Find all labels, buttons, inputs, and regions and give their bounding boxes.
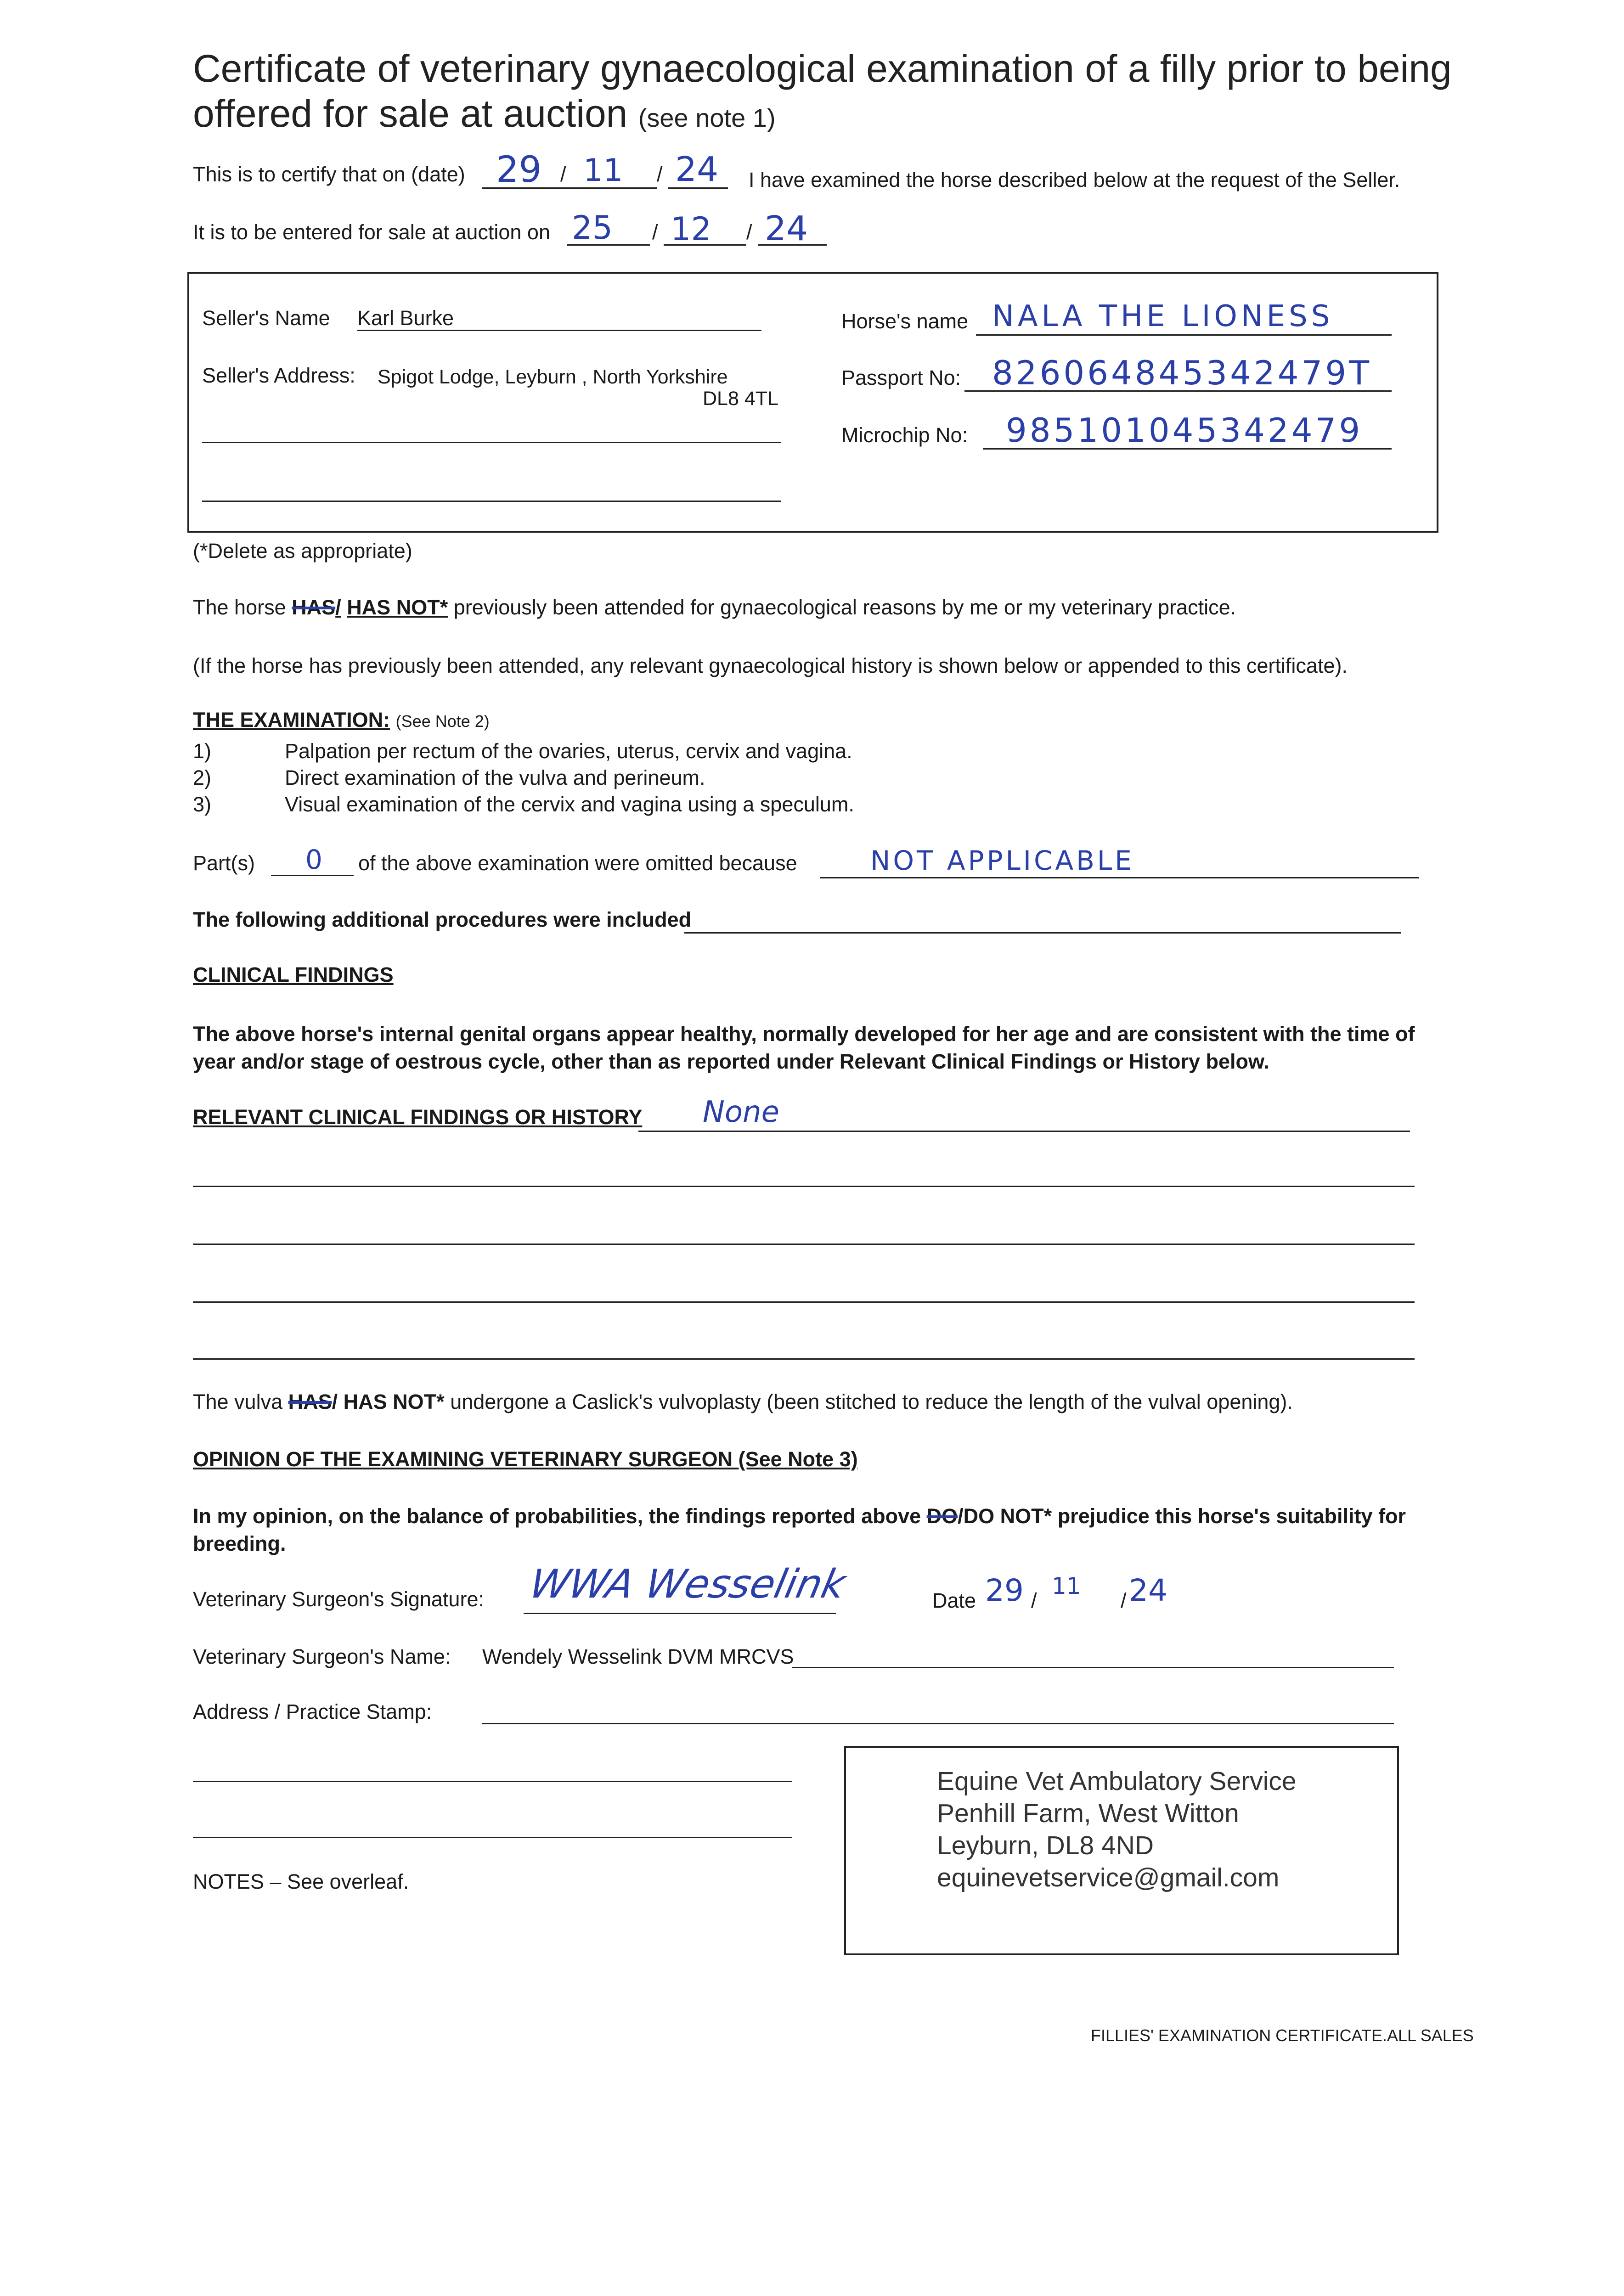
passport-label: Passport No: (841, 366, 961, 389)
surgeon-name: Wendely Wesselink DVM MRCVS (482, 1645, 794, 1668)
history-note: (If the horse has previously been attended, any relevant gynaecological history is shown below or appended to this certificate). (193, 654, 1348, 677)
passport-number: 826064845342479T (992, 354, 1372, 392)
certify-suffix: I have examined the horse described below at the request of the Seller. (749, 168, 1400, 191)
attended-line: The horse HAS/ HAS NOT* previously been attended for gynaecological reasons by me or my veterinary practice. (193, 596, 1236, 619)
date-label: Date (932, 1589, 976, 1612)
horse-name: NALA THE LIONESS (992, 299, 1334, 333)
seller-address: Spigot Lodge, Leyburn , North Yorkshire (378, 366, 728, 388)
seller-postcode: DL8 4TL (703, 388, 778, 410)
additional-label: The following additional procedures were included (193, 908, 692, 931)
date-month: 11 (1052, 1573, 1081, 1599)
exam-item-num: 3) (193, 793, 212, 816)
title-main: Certificate of veterinary gynaecological examination of a filly prior to being offered for sale at auction (193, 47, 1452, 135)
surgeon-name-label: Veterinary Surgeon's Name: (193, 1645, 451, 1668)
delete-note: (*Delete as appropriate) (193, 539, 412, 563)
opinion-statement: In my opinion, on the balance of probabilities, the findings reported above DO/DO NOT* prejudice this horse's suitability for breeding. (193, 1504, 1406, 1555)
parts-suffix: of the above examination were omitted because (358, 851, 797, 875)
address-label: Address / Practice Stamp: (193, 1700, 432, 1723)
clinical-statement: The above horse's internal genital organs appear healthy, normally developed for her age and are consistent with the time of year and/or stage of oestrous cycle, other than as reported under Relevant Clinical Findings or History below. (193, 1022, 1415, 1073)
surgeon-signature: WWA Wesselink (525, 1561, 850, 1607)
vulva-line: The vulva HAS/ HAS NOT* undergone a Caslick's vulvoplasty (been stitched to reduce the length of the vulval opening). (193, 1390, 1293, 1413)
seller-name: Karl Burke (357, 306, 454, 330)
auction-prefix: It is to be entered for sale at auction on (193, 220, 550, 244)
page-title (193, 46, 1479, 141)
parts-prefix: Part(s) (193, 851, 255, 875)
exam-item-num: 1) (193, 739, 212, 763)
examination-heading: THE EXAMINATION: (See Note 2) (193, 708, 490, 732)
certify-month: 11 (583, 152, 623, 189)
stamp-line: Equine Vet Ambulatory Service (937, 1767, 1297, 1796)
relevant-value: None (703, 1095, 779, 1129)
signature-label: Veterinary Surgeon's Signature: (193, 1587, 484, 1611)
footer-text: FILLIES' EXAMINATION CERTIFICATE.ALL SALES (1091, 2026, 1474, 2045)
notes-text: NOTES – See overleaf. (193, 1870, 409, 1893)
date-year: 24 (1129, 1573, 1167, 1608)
relevant-heading: RELEVANT CLINICAL FINDINGS OR HISTORY (193, 1105, 643, 1129)
title-note: (see note 1) (638, 103, 776, 132)
horse-name-label: Horse's name (841, 310, 969, 333)
seller-name-label: Seller's Name (202, 306, 330, 330)
clinical-heading: CLINICAL FINDINGS (193, 963, 394, 986)
omitted-reason: NOT APPLICABLE (870, 845, 1134, 876)
microchip-label: Microchip No: (841, 423, 968, 447)
stamp-line: Penhill Farm, West Witton (937, 1799, 1239, 1828)
exam-item-text: Visual examination of the cervix and vagina using a speculum. (285, 793, 854, 816)
certify-year: 24 (675, 150, 719, 189)
seller-address-label: Seller's Address: (202, 364, 355, 387)
opinion-heading: OPINION OF THE EXAMINING VETERINARY SURGEON (See Note 3) (193, 1447, 858, 1471)
auction-day: 25 (572, 209, 613, 247)
date-day: 29 (985, 1573, 1024, 1608)
stamp-line: Leyburn, DL8 4ND (937, 1831, 1154, 1860)
certify-prefix: This is to certify that on (date) (193, 163, 465, 186)
exam-item-num: 2) (193, 766, 212, 789)
exam-item-text: Palpation per rectum of the ovaries, uterus, cervix and vagina. (285, 739, 852, 763)
auction-month: 12 (671, 210, 712, 248)
exam-item-text: Direct examination of the vulva and perineum. (285, 766, 705, 789)
auction-year: 24 (765, 209, 808, 248)
microchip-number: 985101045342479 (1006, 411, 1363, 450)
parts-value: 0 (305, 844, 322, 875)
certify-day: 29 (496, 149, 542, 191)
stamp-line: equinevetservice@gmail.com (937, 1863, 1280, 1892)
